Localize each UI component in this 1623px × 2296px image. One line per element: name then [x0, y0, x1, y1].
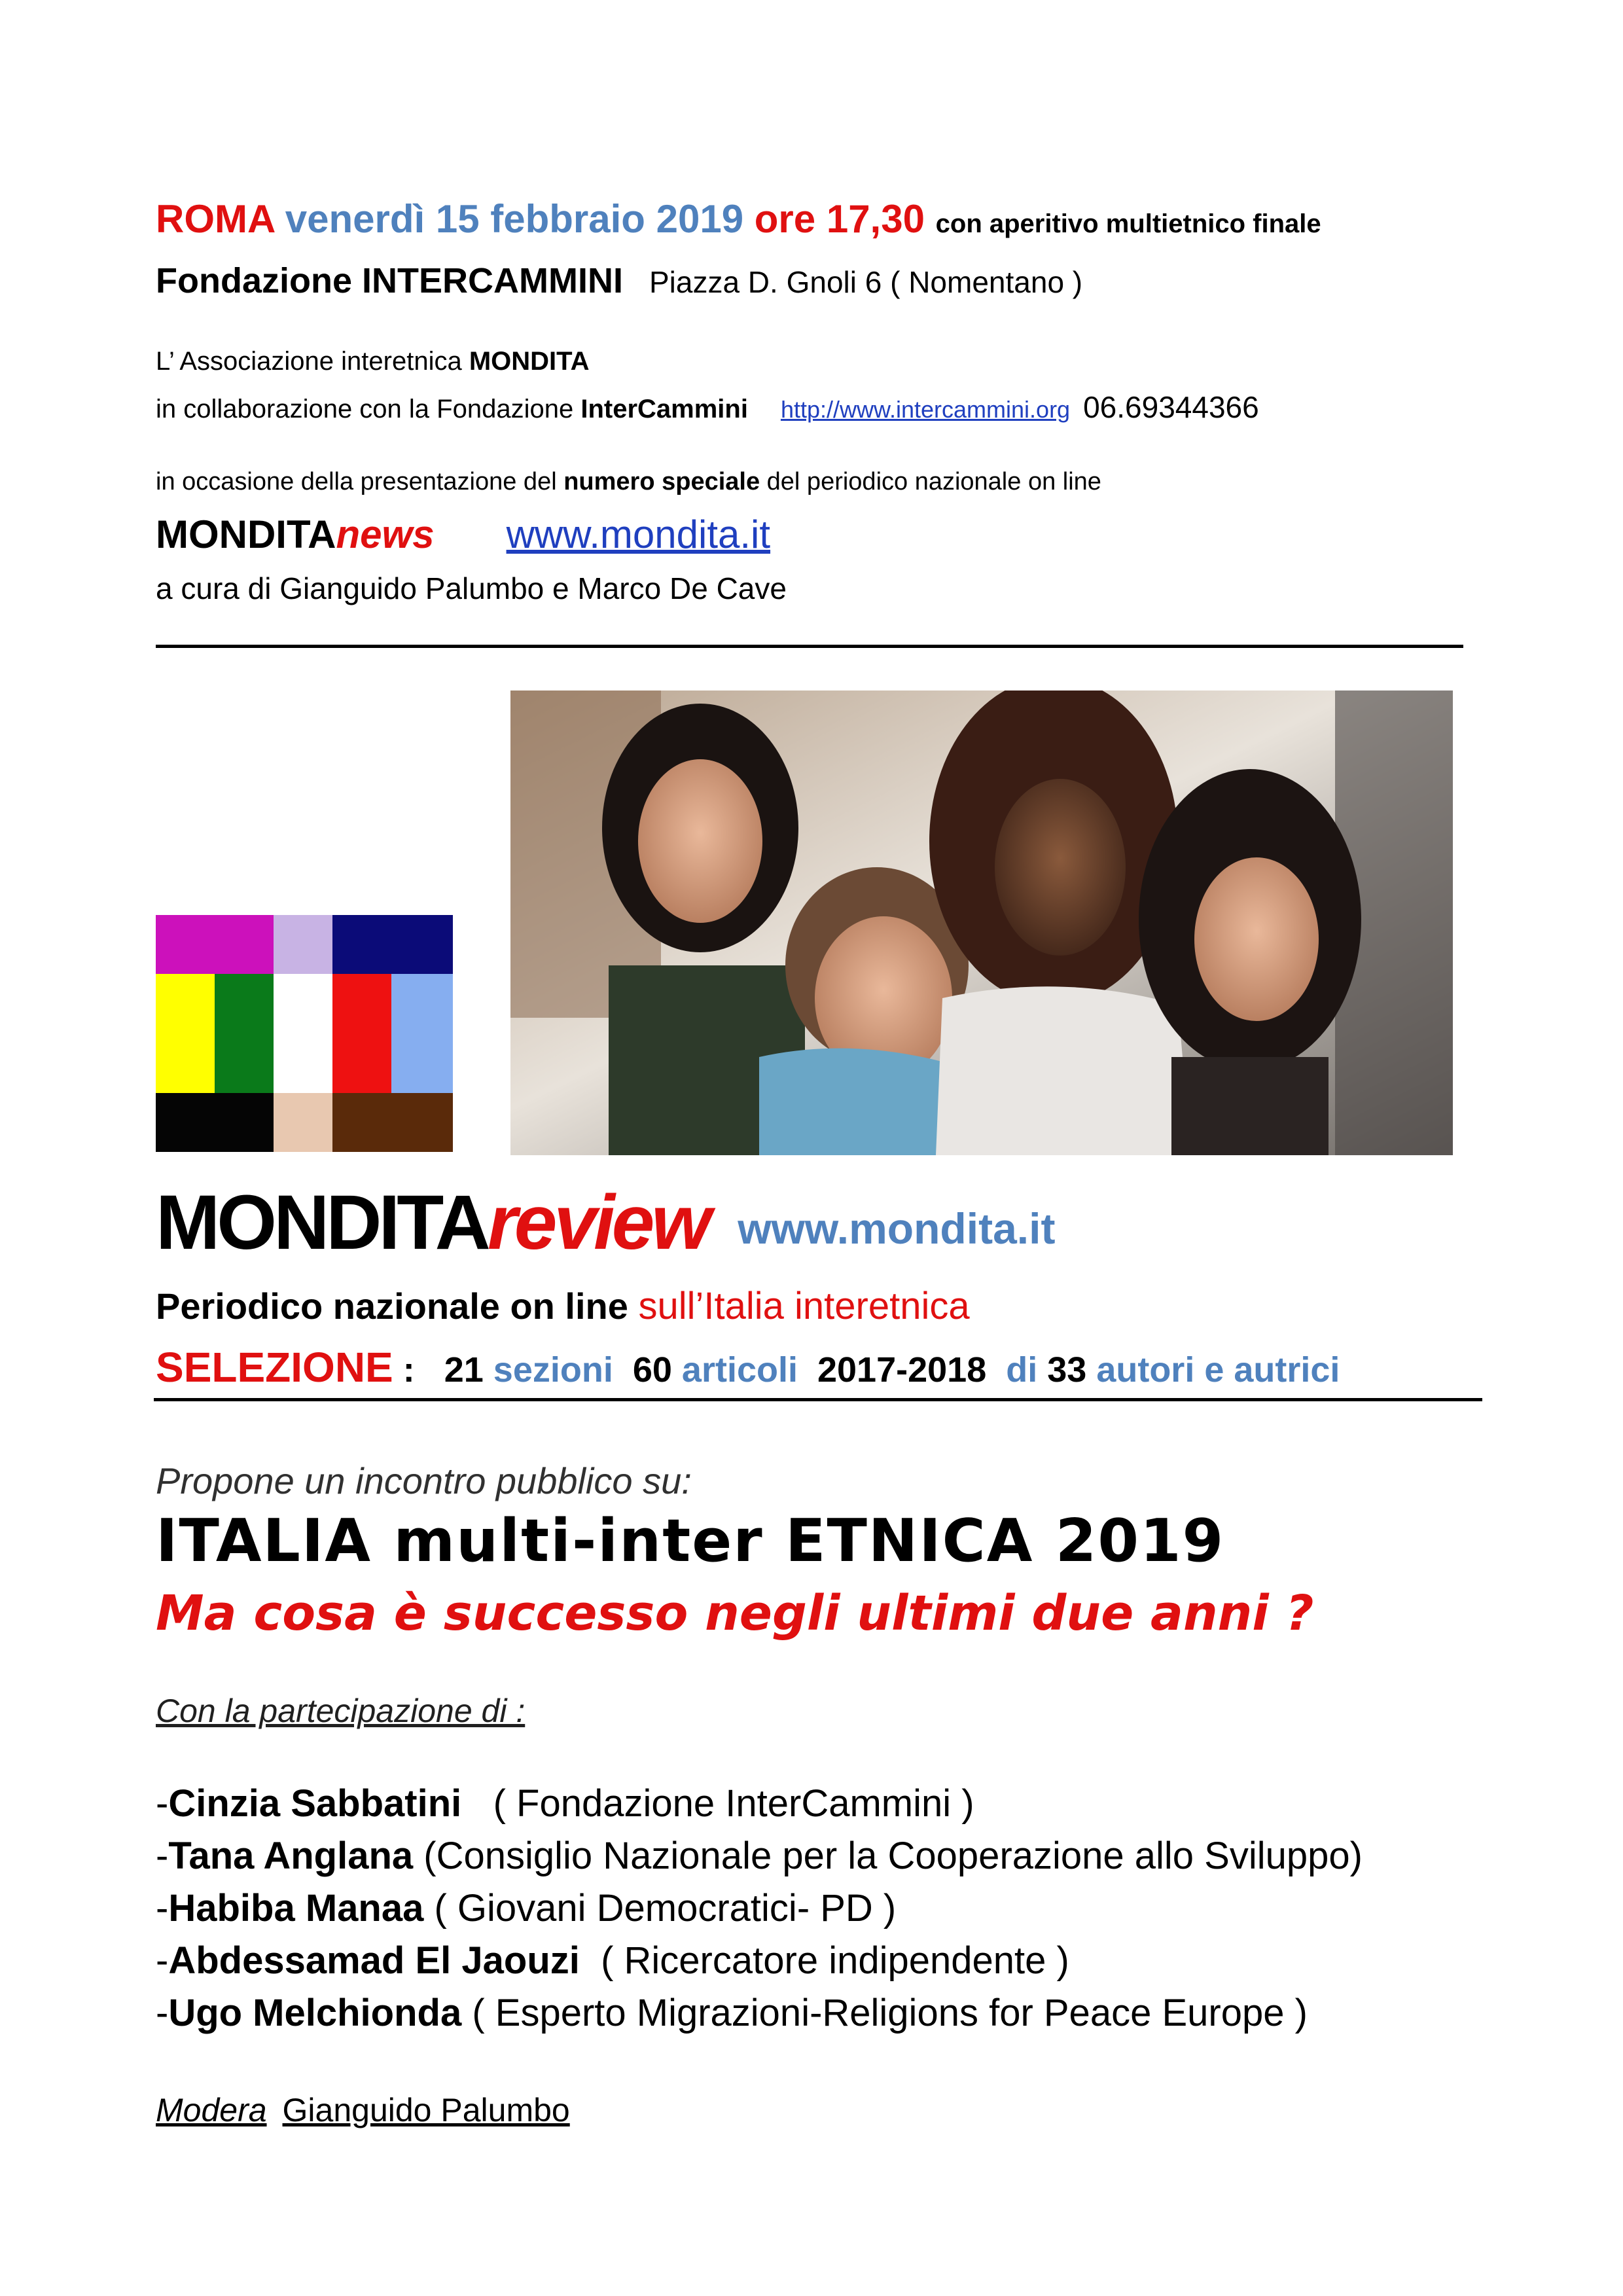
venue-name: Fondazione INTERCAMMINI	[156, 261, 623, 300]
logo-tile	[156, 915, 274, 974]
news-site-link[interactable]: www.mondita.it	[506, 512, 771, 556]
speaker-item: -Ugo Melchionda ( Esperto Migrazioni-Religions for Peace Europe )	[156, 1992, 1308, 2034]
review-brand-suffix: review	[487, 1179, 709, 1266]
moderator-label: Modera	[156, 2092, 267, 2128]
venue-address: Piazza D. Gnoli 6 ( Nomentano )	[649, 265, 1083, 299]
speaker-name: Ugo Melchionda	[168, 1992, 462, 2034]
event-title: ITALIA multi-inter ETNICA 2019	[156, 1507, 1225, 1575]
event-datetime-line	[156, 196, 1321, 242]
speaker-item: -Cinzia Sabbatini ( Fondazione InterCammini )	[156, 1782, 974, 1825]
selection-colon: :	[393, 1350, 444, 1390]
intercammini-link[interactable]: http://www.intercammini.org	[780, 396, 1071, 423]
authors-count: 33	[1047, 1350, 1087, 1390]
event-time: ore 17,30	[754, 197, 925, 241]
divider	[154, 1398, 1482, 1401]
speaker-name: Cinzia Sabbatini	[168, 1782, 462, 1825]
moderator-name: Gianguido Palumbo	[282, 2092, 570, 2128]
event-note: con aperitivo multietnico finale	[935, 209, 1321, 238]
selection-line	[156, 1343, 1340, 1391]
speaker-name: Habiba Manaa	[168, 1887, 424, 1929]
curators-line: a cura di Gianguido Palumbo e Marco De Cave	[156, 571, 787, 605]
speaker-name: Tana Anglana	[168, 1835, 414, 1877]
speaker-role: ( Ricercatore indipendente )	[579, 1939, 1069, 1982]
periodical-description: Periodico nazionale on line	[156, 1285, 639, 1327]
speaker-role: ( Fondazione InterCammini )	[461, 1782, 974, 1825]
articles-label: articoli	[671, 1350, 798, 1390]
logo-tile	[215, 974, 274, 1093]
logo-tile	[274, 915, 332, 974]
of-label: di	[986, 1350, 1048, 1390]
speaker-role: ( Esperto Migrazioni-Religions for Peace Europe )	[461, 1992, 1308, 2034]
logo-tile	[274, 974, 332, 1093]
speaker-item: -Habiba Manaa ( Giovani Democratici- PD )	[156, 1887, 897, 1929]
review-brand-line	[156, 1178, 1055, 1267]
association-prefix: L’ Associazione interetnica	[156, 347, 469, 376]
participation-label: Con la partecipazione di :	[156, 1693, 526, 1729]
occasion-line	[156, 468, 1101, 496]
logo-tile	[156, 974, 215, 1093]
group-photo	[510, 691, 1453, 1155]
periodical-topic: sull’Italia interetnica	[638, 1285, 970, 1327]
periodical-line	[156, 1284, 970, 1328]
collaboration-line	[156, 389, 1259, 425]
phone-number: 06.69344366	[1083, 390, 1259, 424]
logo-tile	[332, 915, 453, 974]
association-line	[156, 347, 589, 376]
speaker-name: Abdessamad El Jaouzi	[168, 1939, 580, 1982]
sections-count: 21	[444, 1350, 484, 1390]
logo-tile	[391, 974, 453, 1093]
occasion-prefix: in occasione della presentazione del	[156, 468, 564, 495]
occasion-suffix: del periodico nazionale on line	[760, 468, 1101, 495]
event-subtitle: Ma cosa è successo negli ultimi due anni ?	[156, 1585, 1314, 1641]
logo-tile	[156, 1093, 274, 1152]
collaboration-name: InterCammini	[580, 395, 748, 423]
speaker-role: (Consiglio Nazionale per la Cooperazione allo Sviluppo)	[413, 1835, 1363, 1877]
event-date: venerdì 15 febbraio 2019	[285, 197, 744, 241]
sections-label: sezioni	[483, 1350, 613, 1390]
city: ROMA	[156, 197, 275, 241]
event-intro: Propone un incontro pubblico su:	[156, 1460, 692, 1501]
news-brand: MONDITA	[156, 512, 336, 556]
articles-count: 60	[613, 1350, 672, 1390]
moderator-line	[156, 2091, 570, 2129]
collaboration-prefix: in collaborazione con la Fondazione	[156, 395, 581, 423]
news-brand-suffix: news	[336, 512, 435, 556]
authors-label: autori e autrici	[1086, 1350, 1340, 1390]
speaker-item: -Tana Anglana (Consiglio Nazionale per la Cooperazione allo Sviluppo)	[156, 1835, 1363, 1877]
logo-tile	[332, 974, 391, 1093]
mondita-color-logo	[156, 915, 453, 1152]
association-name: MONDITA	[469, 347, 590, 376]
news-brand-line	[156, 512, 770, 557]
occasion-bold: numero speciale	[563, 468, 760, 495]
speaker-role: ( Giovani Democratici- PD )	[423, 1887, 897, 1929]
speaker-item: -Abdessamad El Jaouzi ( Ricercatore indipendente )	[156, 1939, 1069, 1982]
divider	[156, 645, 1463, 648]
venue-line	[156, 260, 1082, 301]
logo-tile	[274, 1093, 332, 1152]
years-range: 2017-2018	[797, 1350, 987, 1390]
review-brand: MONDITA	[156, 1179, 488, 1266]
logo-tile	[332, 1093, 453, 1152]
review-site: www.mondita.it	[738, 1204, 1056, 1253]
selection-label: SELEZIONE	[156, 1344, 393, 1391]
